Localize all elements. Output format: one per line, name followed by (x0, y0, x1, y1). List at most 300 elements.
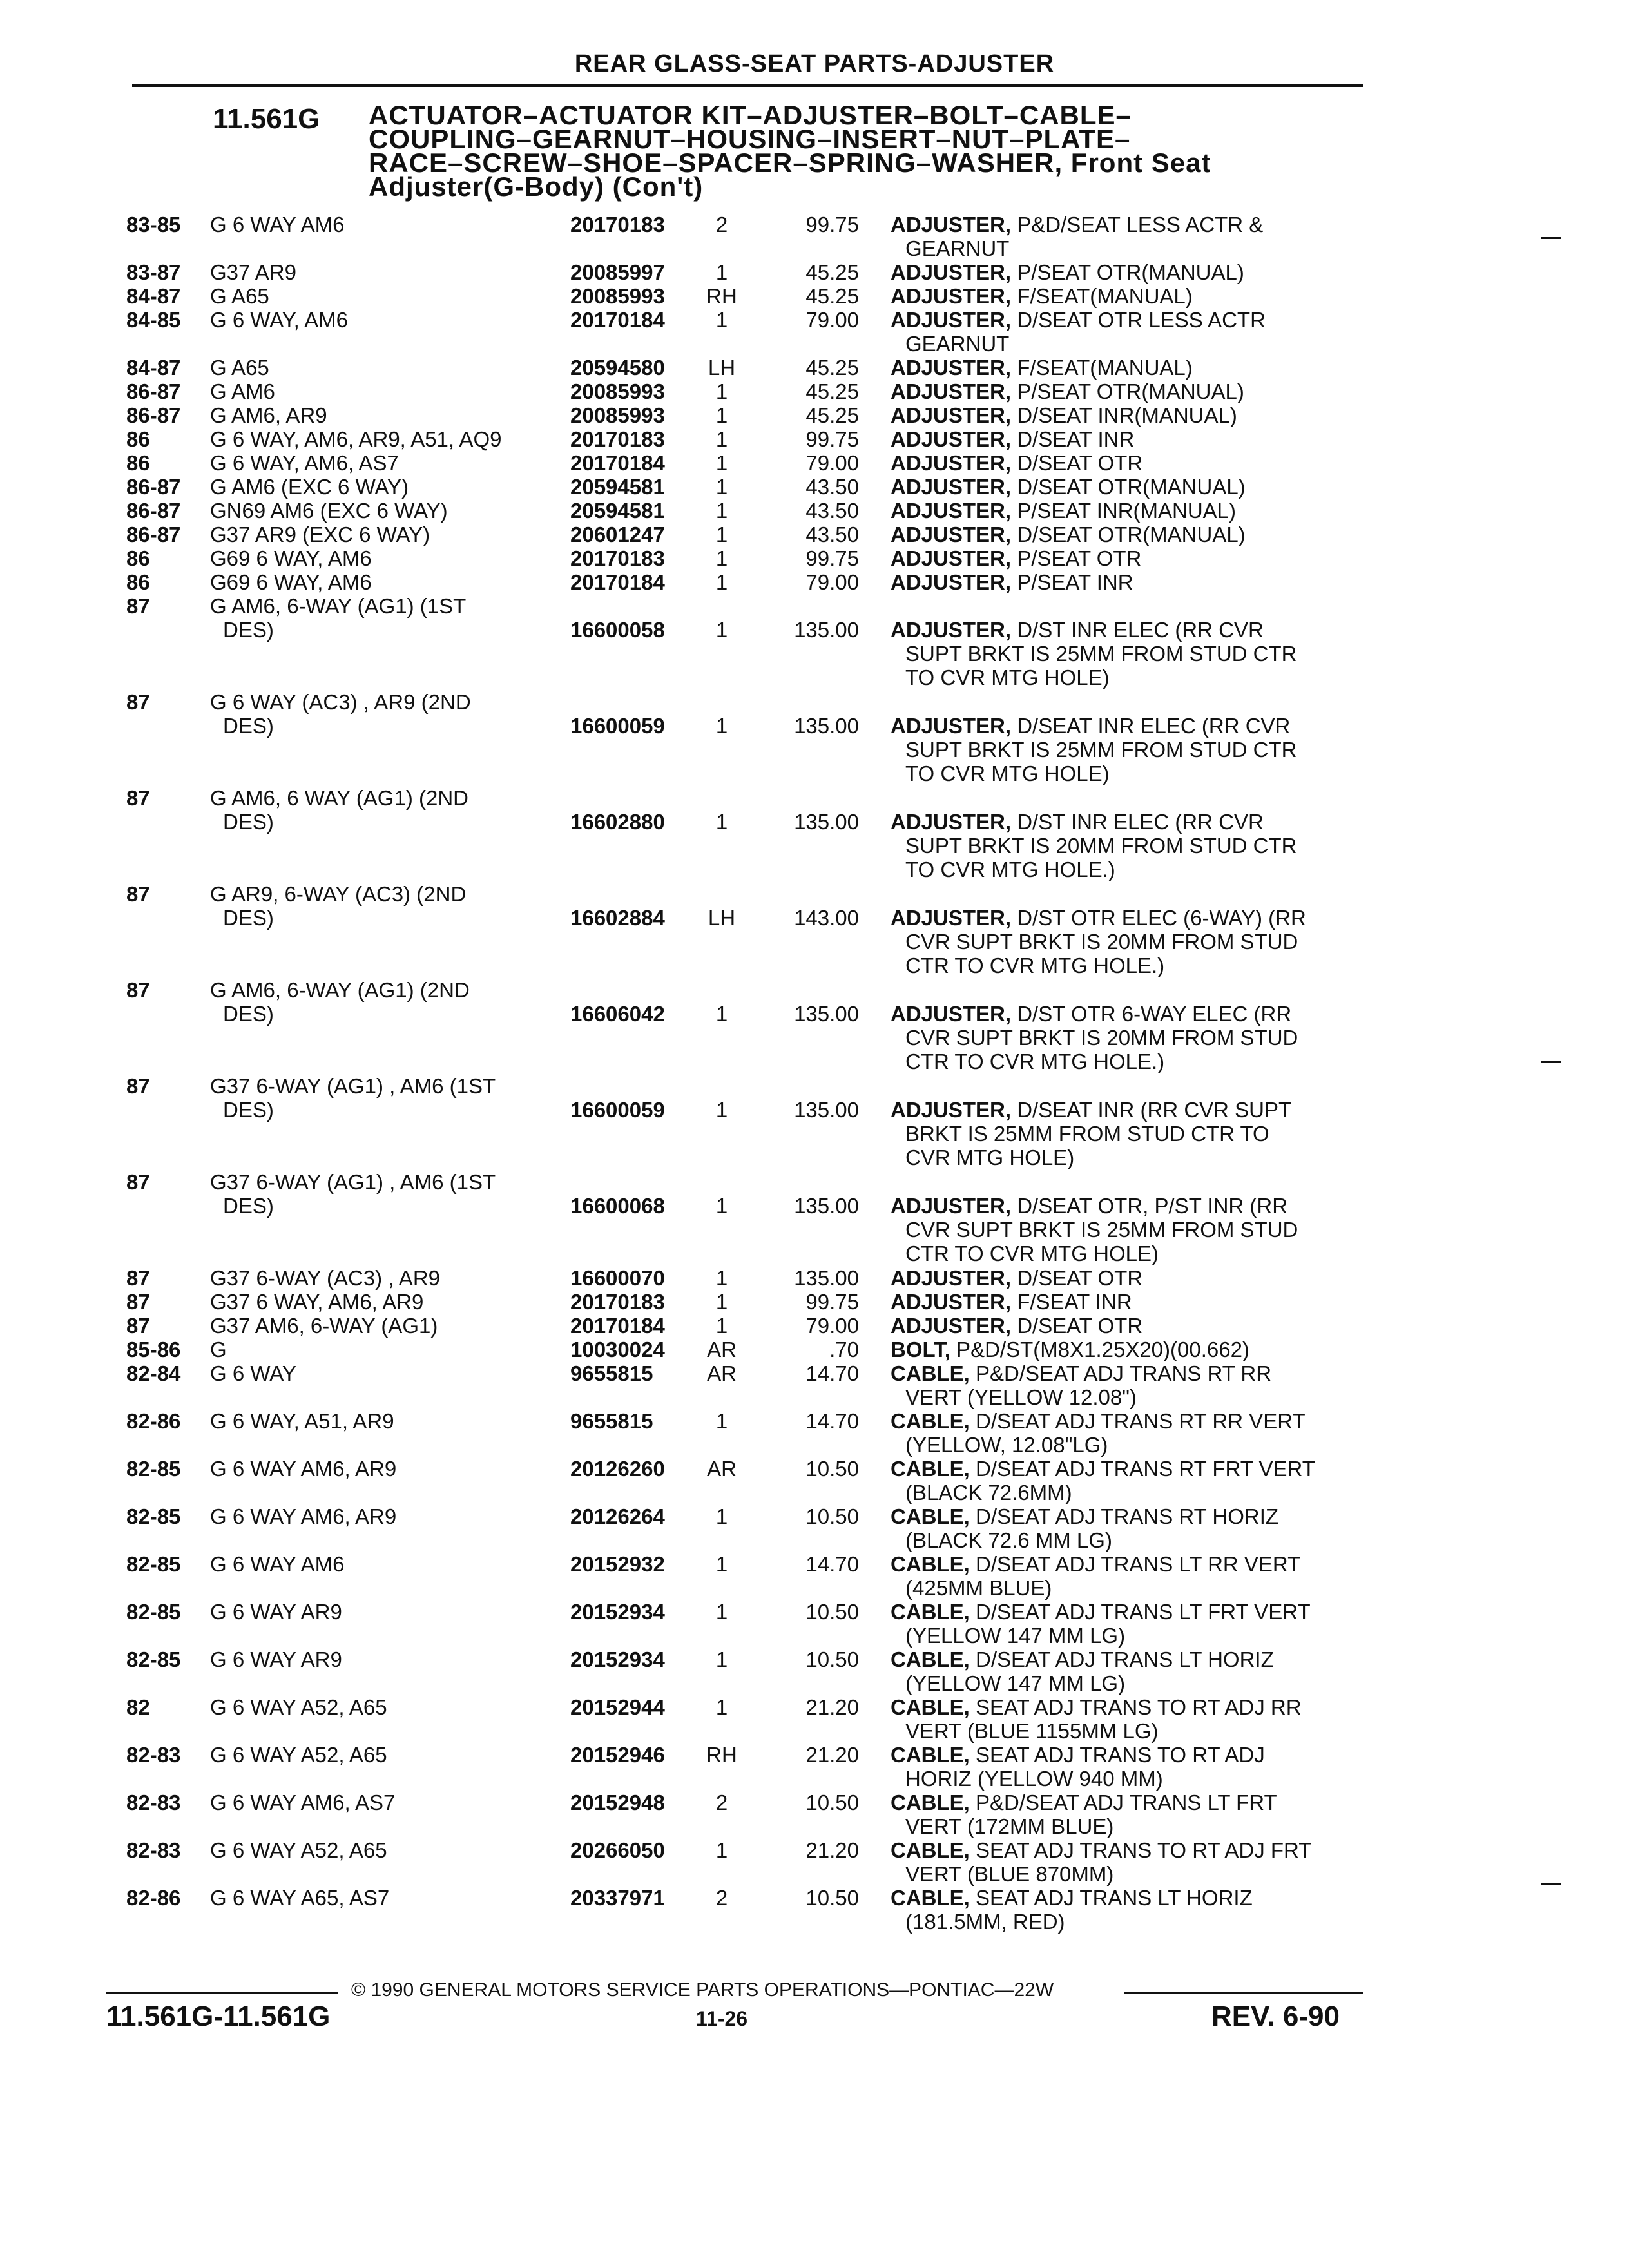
quantity: 1 (715, 618, 728, 642)
description-text: D/ST OTR ELEC (6-WAY) (RR (1011, 906, 1306, 930)
section-title-line: Adjuster(G-Body) (Con't) (369, 171, 704, 202)
model-application: G 6 WAY AM6 (210, 1552, 345, 1576)
table-row (0, 594, 1629, 689)
model-application: G 6 WAY AR9 (210, 1648, 342, 1671)
quantity: 2 (715, 213, 728, 236)
price: 45.25 (805, 403, 859, 427)
part-number: 20170184 (570, 570, 665, 594)
quantity: 2 (715, 1886, 728, 1910)
description-text: P/SEAT OTR (1011, 546, 1142, 570)
year-range: 85-86 (126, 1338, 181, 1361)
year-range: 87 (126, 786, 150, 810)
description-text: P/SEAT OTR(MANUAL) (1011, 260, 1244, 284)
model-application-cont: DES) (223, 906, 274, 930)
footer-copyright: © 1990 GENERAL MOTORS SERVICE PARTS OPERATIONS—PONTIAC—22W (351, 1979, 1054, 2001)
footer-revision: REV. 6-90 (1211, 2001, 1340, 2032)
description-cont: SUPT BRKT IS 25MM FROM STUD CTR (905, 738, 1297, 762)
description (891, 308, 1266, 332)
part-number: 20170184 (570, 451, 665, 475)
description-cont: TO CVR MTG HOLE.) (905, 858, 1115, 881)
model-application: G AM6, 6 WAY (AG1) (2ND (210, 786, 468, 810)
model-application: G37 6-WAY (AG1) , AM6 (1ST (210, 1074, 496, 1098)
description-cont: (BLACK 72.6 MM LG) (905, 1528, 1112, 1552)
description-cont: CVR SUPT BRKT IS 20MM FROM STUD (905, 930, 1298, 954)
price: 79.00 (805, 308, 859, 332)
description-noun: CABLE, (891, 1409, 970, 1433)
table-row (0, 1648, 1629, 1695)
year-range: 87 (126, 690, 150, 714)
description-noun: ADJUSTER, (891, 906, 1012, 930)
price: 79.00 (805, 1314, 859, 1338)
price: 135.00 (794, 1266, 859, 1290)
description-cont: SUPT BRKT IS 25MM FROM STUD CTR (905, 642, 1297, 666)
description-cont: VERT (BLUE 870MM) (905, 1862, 1114, 1886)
description-text: P/SEAT OTR(MANUAL) (1011, 380, 1244, 403)
part-number: 16600059 (570, 714, 665, 738)
part-number: 16600058 (570, 618, 665, 642)
description (891, 810, 1264, 834)
description-noun: ADJUSTER, (891, 570, 1012, 594)
quantity: AR (707, 1361, 737, 1385)
quantity: 2 (715, 1791, 728, 1814)
model-application: G A65 (210, 356, 269, 380)
model-application: G37 AR9 (210, 260, 296, 284)
quantity: 1 (715, 523, 728, 546)
part-number: 16606042 (570, 1002, 665, 1026)
quantity: RH (706, 284, 737, 308)
quantity: 1 (715, 260, 728, 284)
table-row (0, 1886, 1629, 1934)
part-number: 20170183 (570, 1290, 665, 1314)
model-application: G37 AR9 (EXC 6 WAY) (210, 523, 430, 546)
description-cont: BRKT IS 25MM FROM STUD CTR TO (905, 1122, 1269, 1146)
part-number: 20601247 (570, 523, 665, 546)
description-noun: ADJUSTER, (891, 1194, 1012, 1218)
description-noun: ADJUSTER, (891, 618, 1012, 642)
section-title-line: COUPLING–GEARNUT–HOUSING–INSERT–NUT–PLATE– (369, 124, 1131, 154)
description-noun: ADJUSTER, (891, 546, 1012, 570)
description-cont: TO CVR MTG HOLE) (905, 666, 1110, 689)
margin-mark (1541, 237, 1561, 239)
price: 79.00 (805, 451, 859, 475)
price: 99.75 (805, 546, 859, 570)
description (891, 1695, 1302, 1719)
year-range: 84-85 (126, 308, 181, 332)
description (891, 1194, 1287, 1218)
description (891, 499, 1236, 523)
description-text: SEAT ADJ TRANS TO RT ADJ (969, 1743, 1265, 1767)
table-row (0, 427, 1629, 451)
year-range: 86 (126, 546, 150, 570)
quantity: 1 (715, 1266, 728, 1290)
description (891, 403, 1237, 427)
price: 45.25 (805, 260, 859, 284)
description-text: SEAT ADJ TRANS TO RT ADJ RR (969, 1695, 1302, 1719)
price: 43.50 (805, 499, 859, 523)
description-noun: ADJUSTER, (891, 499, 1012, 523)
quantity: 1 (715, 499, 728, 523)
description (891, 1409, 1306, 1433)
description-noun: ADJUSTER, (891, 1290, 1012, 1314)
description-noun: ADJUSTER, (891, 523, 1012, 546)
description (891, 1290, 1132, 1314)
description (891, 451, 1142, 475)
table-row (0, 284, 1629, 308)
description-noun: CABLE, (891, 1457, 970, 1481)
description (891, 1552, 1300, 1576)
quantity: 1 (715, 1504, 728, 1528)
description (891, 523, 1246, 546)
part-number: 20266050 (570, 1838, 665, 1862)
year-range: 82-86 (126, 1409, 181, 1433)
part-number: 20594581 (570, 475, 665, 499)
quantity: 1 (715, 1098, 728, 1122)
quantity: 1 (715, 570, 728, 594)
quantity: 1 (715, 308, 728, 332)
model-application: G (210, 1338, 227, 1361)
description-cont: GEARNUT (905, 332, 1010, 356)
part-number: 20170183 (570, 546, 665, 570)
part-number: 20152932 (570, 1552, 665, 1576)
model-application: G69 6 WAY, AM6 (210, 546, 372, 570)
description-cont: (YELLOW 147 MM LG) (905, 1624, 1126, 1648)
table-row (0, 1600, 1629, 1648)
description-cont: VERT (BLUE 1155MM LG) (905, 1719, 1159, 1743)
price: 45.25 (805, 380, 859, 403)
year-range: 86 (126, 427, 150, 451)
description-text: D/SEAT OTR LESS ACTR (1011, 308, 1266, 332)
table-row (0, 1409, 1629, 1457)
part-number: 20152934 (570, 1648, 665, 1671)
part-number: 20126264 (570, 1504, 665, 1528)
description (891, 213, 1263, 236)
description-text: D/SEAT ADJ TRANS RT HORIZ (969, 1504, 1279, 1528)
table-row (0, 1791, 1629, 1838)
quantity: 1 (715, 1552, 728, 1576)
description-cont: VERT (172MM BLUE) (905, 1814, 1114, 1838)
part-number: 20170183 (570, 213, 665, 236)
part-number: 20085993 (570, 284, 665, 308)
quantity: 1 (715, 714, 728, 738)
part-number: 20085997 (570, 260, 665, 284)
description-text: F/SEAT(MANUAL) (1011, 356, 1193, 380)
quantity: 1 (715, 403, 728, 427)
year-range: 86 (126, 570, 150, 594)
quantity: 1 (715, 810, 728, 834)
model-application: G AR9, 6-WAY (AC3) (2ND (210, 882, 467, 906)
table-row (0, 882, 1629, 977)
model-application: G37 6 WAY, AM6, AR9 (210, 1290, 424, 1314)
description-text: D/SEAT ADJ TRANS LT FRT VERT (969, 1600, 1311, 1624)
description-text: D/SEAT ADJ TRANS LT HORIZ (969, 1648, 1274, 1671)
description (891, 380, 1244, 403)
price: 99.75 (805, 427, 859, 451)
description-noun: BOLT, (891, 1338, 950, 1361)
description-text: P&D/SEAT ADJ TRANS LT FRT (969, 1791, 1277, 1814)
year-range: 84-87 (126, 284, 181, 308)
year-range: 82-83 (126, 1791, 181, 1814)
description (891, 546, 1141, 570)
description-text: D/SEAT INR (RR CVR SUPT (1011, 1098, 1292, 1122)
description-text: D/ST INR ELEC (RR CVR (1011, 810, 1264, 834)
price: 21.20 (805, 1838, 859, 1862)
table-row (0, 1338, 1629, 1361)
description (891, 1743, 1265, 1767)
quantity: LH (708, 906, 736, 930)
year-range: 86-87 (126, 475, 181, 499)
price: 135.00 (794, 1098, 859, 1122)
description-noun: ADJUSTER, (891, 356, 1012, 380)
footer-page-number: 11-26 (696, 2007, 748, 2030)
description-cont: CVR SUPT BRKT IS 25MM FROM STUD (905, 1218, 1298, 1242)
price: 10.50 (805, 1648, 859, 1671)
year-range: 82-85 (126, 1600, 181, 1624)
description (891, 1648, 1274, 1671)
description (891, 906, 1306, 930)
description-text: D/SEAT ADJ TRANS LT RR VERT (969, 1552, 1301, 1576)
description (891, 570, 1133, 594)
description (891, 427, 1134, 451)
table-row (0, 1074, 1629, 1169)
description-cont: SUPT BRKT IS 20MM FROM STUD CTR (905, 834, 1297, 858)
description-cont: TO CVR MTG HOLE) (905, 762, 1110, 785)
model-application: G 6 WAY AM6, AR9 (210, 1504, 397, 1528)
part-number: 20594581 (570, 499, 665, 523)
price: 135.00 (794, 714, 859, 738)
model-application: G 6 WAY, A51, AR9 (210, 1409, 394, 1433)
description-noun: ADJUSTER, (891, 284, 1012, 308)
year-range: 82-85 (126, 1552, 181, 1576)
part-number: 9655815 (570, 1361, 653, 1385)
model-application: G AM6 (210, 380, 275, 403)
quantity: AR (707, 1338, 737, 1361)
year-range: 87 (126, 1266, 150, 1290)
model-application: G 6 WAY (210, 1361, 296, 1385)
description-noun: CABLE, (891, 1695, 970, 1719)
description-text: P&D/ST(M8X1.25X20)(00.662) (950, 1338, 1249, 1361)
table-row (0, 308, 1629, 356)
part-number: 16600070 (570, 1266, 665, 1290)
description (891, 1600, 1311, 1624)
description-text: P&D/SEAT LESS ACTR & (1011, 213, 1264, 236)
description (891, 1886, 1253, 1910)
description-noun: ADJUSTER, (891, 1266, 1012, 1290)
description-cont: CTR TO CVR MTG HOLE.) (905, 1050, 1165, 1073)
year-range: 82-85 (126, 1648, 181, 1671)
year-range: 84-87 (126, 356, 181, 380)
description-text: D/SEAT OTR, P/ST INR (RR (1011, 1194, 1288, 1218)
year-range: 82-86 (126, 1886, 181, 1910)
description-noun: CABLE, (891, 1886, 970, 1910)
description-cont: (BLACK 72.6MM) (905, 1481, 1072, 1504)
part-number: 20170184 (570, 1314, 665, 1338)
description (891, 1838, 1311, 1862)
table-row (0, 380, 1629, 403)
description (891, 1002, 1291, 1026)
table-row (0, 1314, 1629, 1338)
description-noun: ADJUSTER, (891, 475, 1012, 499)
model-application: G 6 WAY (AC3) , AR9 (2ND (210, 690, 471, 714)
quantity: AR (707, 1457, 737, 1481)
model-application: G 6 WAY A65, AS7 (210, 1886, 390, 1910)
description (891, 714, 1290, 738)
table-row (0, 690, 1629, 785)
price: 10.50 (805, 1791, 859, 1814)
table-row (0, 451, 1629, 475)
footer-rule-right (1124, 1992, 1363, 1994)
price: 99.75 (805, 1290, 859, 1314)
price: 10.50 (805, 1457, 859, 1481)
price: 14.70 (805, 1361, 859, 1385)
section-title-line: RACE–SCREW–SHOE–SPACER–SPRING–WASHER, Front Seat (369, 148, 1211, 178)
part-number: 20126260 (570, 1457, 665, 1481)
part-number: 20170184 (570, 308, 665, 332)
quantity: 1 (715, 1409, 728, 1433)
price: 135.00 (794, 1194, 859, 1218)
model-application: G AM6, 6-WAY (AG1) (2ND (210, 978, 470, 1002)
part-number: 20170183 (570, 427, 665, 451)
year-range: 87 (126, 882, 150, 906)
description (891, 1098, 1291, 1122)
price: 14.70 (805, 1409, 859, 1433)
table-row (0, 499, 1629, 523)
year-range: 87 (126, 594, 150, 618)
quantity: LH (708, 356, 736, 380)
year-range: 87 (126, 1314, 150, 1338)
description-noun: ADJUSTER, (891, 1002, 1012, 1026)
year-range: 86-87 (126, 499, 181, 523)
model-application: G AM6, AR9 (210, 403, 327, 427)
description-cont: CVR SUPT BRKT IS 20MM FROM STUD (905, 1026, 1298, 1050)
table-row (0, 260, 1629, 284)
table-row (0, 1743, 1629, 1791)
section-title-line: ACTUATOR–ACTUATOR KIT–ADJUSTER–BOLT–CABLE– (369, 100, 1132, 130)
model-application: G AM6 (EXC 6 WAY) (210, 475, 409, 499)
description-text: D/SEAT OTR (1011, 1266, 1143, 1290)
price: 79.00 (805, 570, 859, 594)
part-number: 9655815 (570, 1409, 653, 1433)
table-row (0, 978, 1629, 1073)
price: 10.50 (805, 1504, 859, 1528)
description-cont: (YELLOW 147 MM LG) (905, 1671, 1126, 1695)
description-noun: CABLE, (891, 1743, 970, 1767)
year-range: 87 (126, 1290, 150, 1314)
price: 21.20 (805, 1695, 859, 1719)
description-cont: CTR TO CVR MTG HOLE.) (905, 954, 1165, 977)
description-noun: ADJUSTER, (891, 1314, 1012, 1338)
description (891, 260, 1244, 284)
price: 45.25 (805, 356, 859, 380)
table-row (0, 1170, 1629, 1265)
description-text: P/SEAT INR (1011, 570, 1133, 594)
description-noun: ADJUSTER, (891, 1098, 1012, 1122)
description-noun: ADJUSTER, (891, 308, 1012, 332)
table-row (0, 475, 1629, 499)
part-number: 16600059 (570, 1098, 665, 1122)
price: .70 (829, 1338, 859, 1361)
section-number: 11.561G (213, 103, 320, 135)
description-text: D/SEAT ADJ TRANS RT RR VERT (969, 1409, 1306, 1433)
description-noun: ADJUSTER, (891, 403, 1012, 427)
description-text: D/SEAT INR(MANUAL) (1011, 403, 1237, 427)
table-row (0, 356, 1629, 380)
part-number: 20085993 (570, 403, 665, 427)
year-range: 87 (126, 978, 150, 1002)
description-cont: CTR TO CVR MTG HOLE) (905, 1242, 1159, 1265)
part-number: 20152948 (570, 1791, 665, 1814)
price: 135.00 (794, 1002, 859, 1026)
model-application: G 6 WAY, AM6 (210, 308, 348, 332)
model-application: G 6 WAY AM6, AR9 (210, 1457, 397, 1481)
description-text: D/ST INR ELEC (RR CVR (1011, 618, 1264, 642)
description-text: P&D/SEAT ADJ TRANS RT RR (969, 1361, 1272, 1385)
model-application: G A65 (210, 284, 269, 308)
year-range: 82-83 (126, 1838, 181, 1862)
quantity: 1 (715, 1648, 728, 1671)
year-range: 86-87 (126, 523, 181, 546)
quantity: 1 (715, 1194, 728, 1218)
year-range: 86-87 (126, 403, 181, 427)
table-row (0, 1266, 1629, 1290)
model-application-cont: DES) (223, 1002, 274, 1026)
description-text: SEAT ADJ TRANS LT HORIZ (969, 1886, 1253, 1910)
price: 43.50 (805, 475, 859, 499)
year-range: 87 (126, 1170, 150, 1194)
year-range: 86-87 (126, 380, 181, 403)
table-row (0, 1504, 1629, 1552)
quantity: RH (706, 1743, 737, 1767)
description-text: D/SEAT OTR(MANUAL) (1011, 475, 1246, 499)
price: 45.25 (805, 284, 859, 308)
price: 14.70 (805, 1552, 859, 1576)
description-noun: ADJUSTER, (891, 810, 1012, 834)
price: 135.00 (794, 810, 859, 834)
description-cont: (181.5MM, RED) (905, 1910, 1065, 1934)
year-range: 82-85 (126, 1457, 181, 1481)
model-application-cont: DES) (223, 1098, 274, 1122)
description-cont: HORIZ (YELLOW 940 MM) (905, 1767, 1163, 1791)
quantity: 1 (715, 1290, 728, 1314)
part-number: 20152944 (570, 1695, 665, 1719)
description-text: D/SEAT OTR(MANUAL) (1011, 523, 1246, 546)
description (891, 284, 1193, 308)
description (891, 1338, 1249, 1361)
description-noun: ADJUSTER, (891, 451, 1012, 475)
table-row (0, 403, 1629, 427)
description (891, 1314, 1142, 1338)
model-application: G AM6, 6-WAY (AG1) (1ST (210, 594, 467, 618)
table-row (0, 546, 1629, 570)
description-cont: VERT (YELLOW 12.08") (905, 1385, 1137, 1409)
footer-section-range: 11.561G-11.561G (106, 2001, 331, 2032)
model-application: G 6 WAY A52, A65 (210, 1838, 387, 1862)
year-range: 83-85 (126, 213, 181, 236)
price: 43.50 (805, 523, 859, 546)
description-noun: ADJUSTER, (891, 260, 1012, 284)
description-text: D/SEAT INR (1011, 427, 1135, 451)
description (891, 475, 1246, 499)
description-cont: GEARNUT (905, 236, 1010, 260)
model-application: GN69 AM6 (EXC 6 WAY) (210, 499, 448, 523)
part-number: 20152934 (570, 1600, 665, 1624)
year-range: 87 (126, 1074, 150, 1098)
description-text: F/SEAT(MANUAL) (1011, 284, 1193, 308)
year-range: 86 (126, 451, 150, 475)
quantity: 1 (715, 451, 728, 475)
part-number: 16602884 (570, 906, 665, 930)
description-noun: CABLE, (891, 1361, 970, 1385)
model-application: G 6 WAY A52, A65 (210, 1695, 387, 1719)
